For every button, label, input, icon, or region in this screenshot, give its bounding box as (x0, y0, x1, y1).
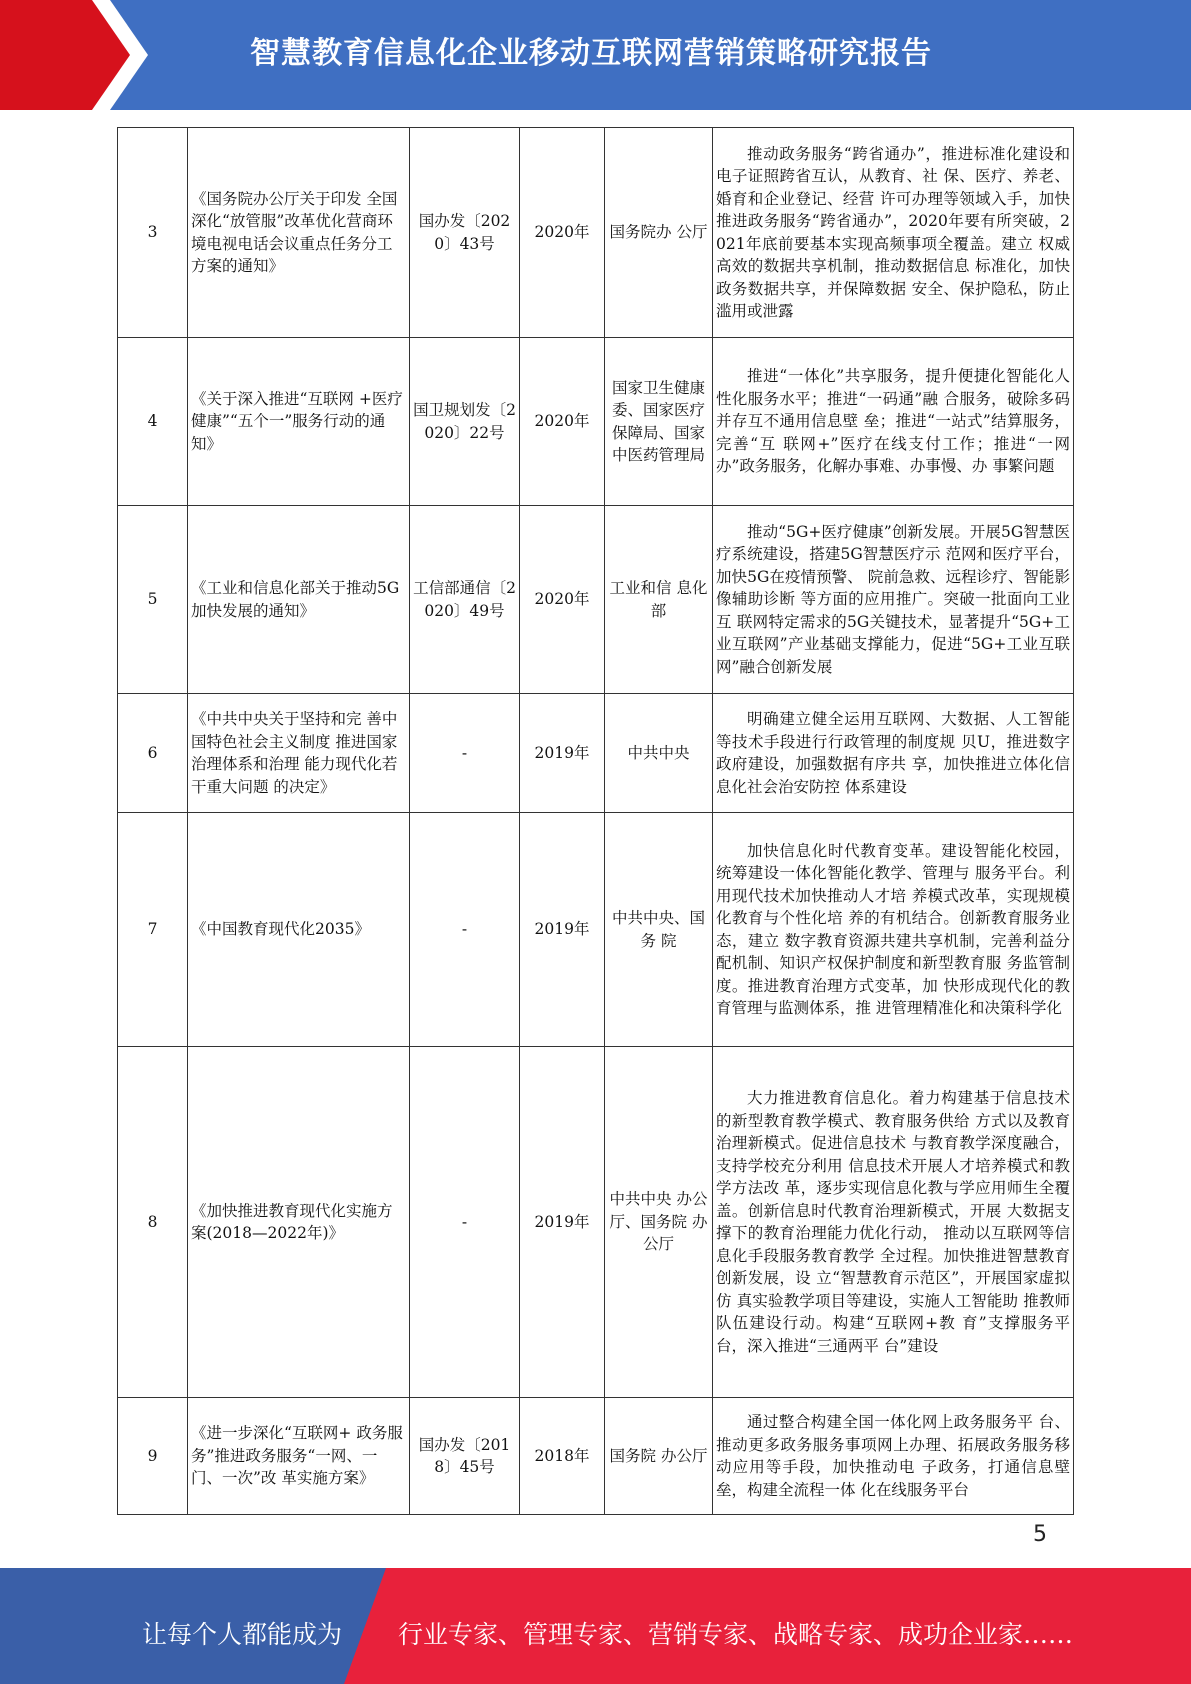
policy-title: 《进一步深化“互联网+ 政务服务”推进政务服务“一网、一门、一次”改 革实施方案》 (188, 1398, 410, 1515)
row-number: 6 (118, 694, 188, 813)
issue-year: 2019年 (520, 813, 605, 1047)
issue-year: 2019年 (520, 1047, 605, 1398)
document-number: 国卫规划发〔2020〕22号 (410, 338, 520, 506)
page-footer (0, 1568, 1191, 1684)
document-number: 国办发〔2018〕45号 (410, 1398, 520, 1515)
table-row (118, 1398, 1074, 1515)
row-number: 5 (118, 506, 188, 694)
issue-year: 2019年 (520, 694, 605, 813)
policy-table (117, 127, 1074, 1515)
policy-content: 加快信息化时代教育变革。建设智能化校园，统筹建设一体化智能化教学、管理与 服务平台。利用现代技术加快推动人才培 养模式改革，实现规模化教育与个性化培 养的有机结合。创新教育服务业态，建立 数字教育资源共建共享机制，完善利益分 配机制、知识产权保护制度和新型教育服 务监管制度。推进教育治理方式变革，加 快形成现代化的教育管理与监测体系，推 进管理精准化和决策科学化 (713, 813, 1074, 1047)
table-row (118, 338, 1074, 506)
issue-year: 2020年 (520, 338, 605, 506)
document-number: - (410, 694, 520, 813)
page-header (0, 0, 1191, 110)
policy-title: 《关于深入推进“互联网 +医疗健康”“五个一”服务行动的通知》 (188, 338, 410, 506)
policy-content: 大力推进教育信息化。着力构建基于信息技术的新型教育教学模式、教育服务供给 方式以及教育治理新模式。促进信息技术 与教育教学深度融合，支持学校充分利用 信息技术开展人才培养模式和教学方法改 革，逐步实现信息化教与学应用师生全覆 盖。创新信息时代教育治理新模式，开展 大数据支撑下的教育治理能力优化行动， 推动以互联网等信息化手段服务教育教学 全过程。加快推进智慧教育创新发展，设 立“智慧教育示范区”，开展国家虚拟仿 真实验教学项目等建设，实施人工智能助 推教师队伍建设行动。构建“互联网+教 育”支撑服务平台，深入推进“三通两平 台”建设 (713, 1047, 1074, 1398)
issuing-body: 中共中央 (605, 694, 713, 813)
policy-content: 明确建立健全运用互联网、大数据、人工智能等技术手段进行行政管理的制度规 贝U，推进数字政府建设，加强数据有序共 享，加快推进立体化信息化社会治安防控 体系建设 (713, 694, 1074, 813)
issuing-body: 工业和信 息化部 (605, 506, 713, 694)
issuing-body: 中共中央、国务 院 (605, 813, 713, 1047)
policy-title: 《工业和信息化部关于推动5G加快发展的通知》 (188, 506, 410, 694)
policy-content: 推动“5G+医疗健康”创新发展。开展5G智慧医疗系统建设，搭建5G智慧医疗示 范网和医疗平台，加快5G在疫情预警、 院前急救、远程诊疗、智能影像辅助诊断 等方面的应用推广。突破一批面向工业互 联网特定需求的5G关键技术，显著提升“5G+工业互联网”产业基础支撑能力，促进“5G+工业互联网”融合创新发展 (713, 506, 1074, 694)
document-number: - (410, 1047, 520, 1398)
issuing-body: 国务院 办公厅 (605, 1398, 713, 1515)
policy-title: 《加快推进教育现代化实施方案(2018—2022年)》 (188, 1047, 410, 1398)
issue-year: 2020年 (520, 506, 605, 694)
document-number: 国办发〔2020〕43号 (410, 128, 520, 338)
row-number: 3 (118, 128, 188, 338)
issue-year: 2020年 (520, 128, 605, 338)
issue-year: 2018年 (520, 1398, 605, 1515)
row-number: 9 (118, 1398, 188, 1515)
policy-title: 《国务院办公厅关于印发 全国深化“放管服”改革优化营商环境电视电话会议重点任务分工方案的通知》 (188, 128, 410, 338)
footer-slogan-right: 行业专家、管理专家、营销专家、战略专家、成功企业家…… (398, 1620, 1074, 1649)
document-number: 工信部通信〔2020〕49号 (410, 506, 520, 694)
document-number: - (410, 813, 520, 1047)
policy-content: 通过整合构建全国一体化网上政务服务平 台、推动更多政务服务事项网上办理、拓展政务服务移动应用等手段，加快推动电 子政务，打通信息壁垒，构建全流程一体 化在线服务平台 (713, 1398, 1074, 1515)
policy-title: 《中国教育现代化2035》 (188, 813, 410, 1047)
issuing-body: 国家卫生健康委、国家医疗保障局、国家中医药管理局 (605, 338, 713, 506)
row-number: 7 (118, 813, 188, 1047)
policy-content: 推进“一体化”共享服务，提升便捷化智能化人性化服务水平；推进“一码通”融 合服务，破除多码并存互不通用信息壁 垒；推进“一站式”结算服务，完善“互 联网+”医疗在线支付工作；推进“一网 办”政务服务，化解办事难、办事慢、办 事繁问题 (713, 338, 1074, 506)
row-number: 4 (118, 338, 188, 506)
page-number: 5 (1033, 1522, 1047, 1547)
table-row (118, 506, 1074, 694)
policy-content: 推动政务服务“跨省通办”，推进标准化建设和电子证照跨省互认，从教育、社 保、医疗、养老、婚育和企业登记、经营 许可办理等领域入手，加快推进政务服务“跨省通办”，2020年要有所突破，2021年底前要基本实现高频事项全覆盖。建立 权威高效的数据共享机制，推动数据信息 标准化，加快政务数据共享，并保障数据 安全、保护隐私，防止滥用或泄露 (713, 128, 1074, 338)
policy-title: 《中共中央关于坚持和完 善中国特色社会主义制度 推进国家治理体系和治理 能力现代化若干重大问题 的决定》 (188, 694, 410, 813)
table-row (118, 1047, 1074, 1398)
issuing-body: 中共中央 办公厅、国务院 办公厅 (605, 1047, 713, 1398)
table-row (118, 128, 1074, 338)
report-title: 智慧教育信息化企业移动互联网营销策略研究报告 (250, 36, 932, 71)
issuing-body: 国务院办 公厅 (605, 128, 713, 338)
table-row (118, 813, 1074, 1047)
table-row (118, 694, 1074, 813)
footer-slogan-left: 让每个人都能成为 (142, 1620, 343, 1649)
row-number: 8 (118, 1047, 188, 1398)
